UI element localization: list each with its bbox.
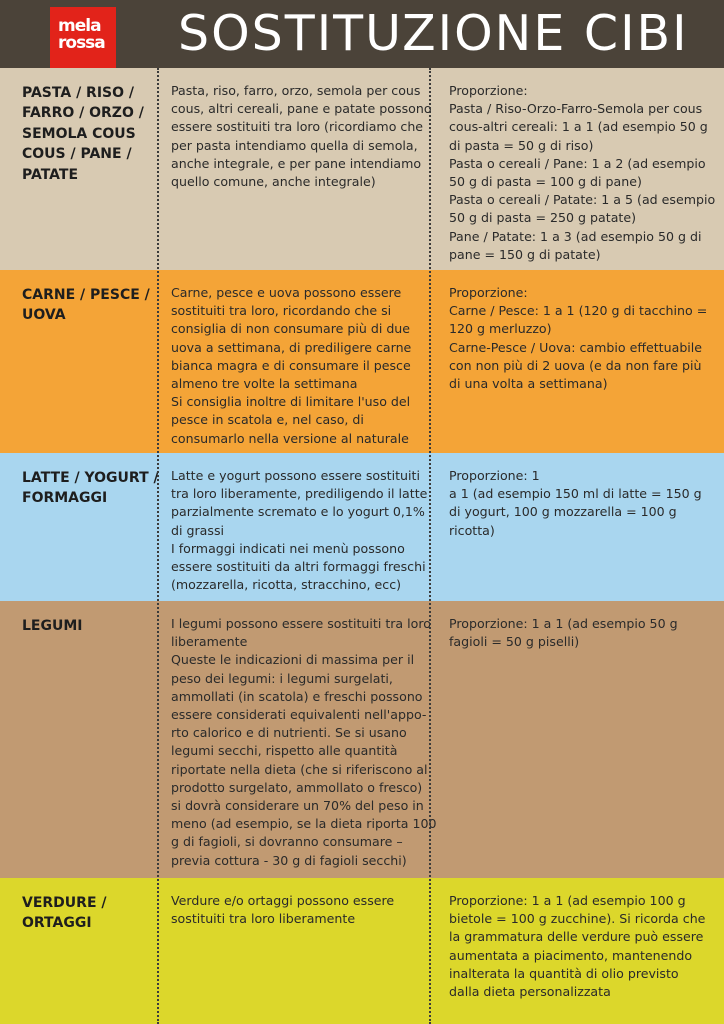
category-cell (22, 601, 152, 878)
text-line: VERDURE / (22, 895, 107, 911)
text-line: cous, altri cereali, pane e patate possono (171, 101, 432, 117)
proportion-cell (449, 453, 709, 601)
text-line: anche integrale, e per pane intendiamo (171, 155, 422, 171)
text-line: Latte e yogurt possono essere sostituiti (171, 468, 420, 483)
text-line: 120 g merluzzo) (449, 321, 552, 337)
text-line: ORTAGGI (22, 915, 92, 932)
text-line: I formaggi indicati nei menù possono (171, 540, 405, 556)
text-line: Queste le indicazioni di massima per il (171, 652, 415, 668)
text-line: essere sostituiti tra loro (ricordiamo che (171, 119, 424, 135)
description-cell (171, 68, 432, 270)
text-line: Pasta / Riso-Orzo-Farro-Semola per cous (449, 101, 703, 117)
text-line: tra loro liberamente, prediligendo il latte (171, 486, 428, 502)
column-divider-1 (157, 68, 159, 1024)
text-line: peso dei legumi: i legumi surgelati, (171, 670, 393, 686)
text-line: FARRO / ORZO / (22, 105, 144, 122)
text-line: Pasta o cereali / Pane: 1 a 2 (ad esempio (449, 155, 706, 171)
category-cell (22, 68, 152, 270)
row-pasta (0, 68, 724, 270)
text-line: 50 g di pasta = 100 g di pane) (449, 174, 642, 190)
text-line: per pasta intendiamo quella di semola, (171, 137, 418, 153)
text-line: fagioli = 50 g piselli) (449, 634, 580, 650)
text-line: sostituiti tra loro, ricordando che si (171, 303, 392, 319)
text-line: inalterata la quantità di olio previsto (449, 965, 679, 981)
text-line: dalla dieta personalizzata (449, 984, 611, 1000)
text-line: sostituiti tra loro liberamente (171, 911, 356, 927)
text-line: Proporzione: (449, 83, 528, 98)
description-cell (171, 878, 426, 1024)
row-carne (0, 270, 724, 453)
text-line: la grammatura delle verdure può essere (449, 929, 704, 945)
page-title: SOSTITUZIONE CIBI (178, 5, 689, 62)
text-line: COUS / PANE / (22, 146, 132, 163)
text-line: bietole = 100 g zucchine). Si ricorda che (449, 911, 706, 927)
text-line: Si consiglia inoltre di limitare l'uso del (171, 394, 411, 410)
text-line: rto calorico e di nutrienti. Se si usano (171, 725, 407, 741)
row-latte (0, 453, 724, 601)
text-line: Proporzione: 1 (449, 468, 540, 483)
text-line: consumarlo nella versione al naturale (171, 430, 409, 446)
category-cell (22, 878, 152, 1024)
text-line: essere considerati equivalenti nell'appo- (171, 707, 427, 723)
text-line: (mozzarella, ricotta, stracchino, ecc) (171, 577, 402, 593)
text-line: Pasta, riso, farro, orzo, semola per cous (171, 83, 421, 98)
text-line: bianca magra e di consumare il pesce (171, 357, 411, 373)
text-line: legumi secchi, rispetto alle quantità (171, 743, 398, 759)
melarossa-logo (50, 7, 116, 71)
text-line: Pane / Patate: 1 a 3 (ad esempio 50 g di (449, 228, 702, 244)
text-line: almeno tre volte la settimana (171, 376, 358, 392)
text-line: di una volta a settimana) (449, 376, 608, 392)
text-line: 50 g di pasta = 250 g patate) (449, 210, 637, 226)
proportion-cell (449, 68, 716, 270)
text-line: riportate nella dieta (che si riferiscono al (171, 761, 428, 777)
proportion-cell (449, 601, 709, 878)
text-line: SEMOLA COUS (22, 125, 136, 142)
text-line: FORMAGGI (22, 490, 108, 507)
text-line: PASTA / RISO / (22, 85, 135, 101)
text-line: Proporzione: (449, 285, 528, 300)
description-cell (171, 270, 426, 453)
description-cell (171, 453, 426, 601)
text-line: a 1 (ad esempio 150 ml di latte = 150 g (449, 486, 702, 502)
category-cell (22, 453, 159, 601)
text-line: di grassi (171, 522, 225, 538)
text-line: Pasta o cereali / Patate: 1 a 5 (ad esempio (449, 192, 716, 208)
category-cell (22, 270, 152, 453)
text-line: Verdure e/o ortaggi possono essere (171, 893, 395, 908)
text-line: prodotto surgelato, ammollato o fresco) (171, 779, 423, 795)
logo-line-1: mela (58, 16, 101, 36)
text-line: UOVA (22, 307, 66, 324)
logo-line-2: rossa (58, 33, 105, 53)
text-line: pesce in scatola e, nel caso, di (171, 412, 364, 428)
text-line: quello comune, anche integrale) (171, 174, 376, 190)
text-line: previa cottura - 30 g di fagioli secchi) (171, 852, 407, 868)
text-line: liberamente (171, 634, 248, 650)
text-line: meno (ad esempio, se la dieta riporta 100 (171, 816, 437, 832)
proportion-cell (449, 878, 709, 1024)
row-verdure (0, 878, 724, 1024)
text-line: uova a settimana, di prediligere carne (171, 339, 412, 355)
text-line: con non più di 2 uova (e da non fare più (449, 357, 702, 373)
row-legumi (0, 601, 724, 878)
text-line: I legumi possono essere sostituiti tra loro (171, 616, 431, 631)
text-line: pane = 150 g di patate) (449, 246, 601, 262)
text-line: aumentata a piacimento, mantenendo (449, 947, 693, 963)
text-line: CARNE / PESCE / (22, 287, 150, 303)
proportion-cell (449, 270, 709, 453)
text-line: LATTE / YOGURT / (22, 470, 159, 486)
text-line: LEGUMI (22, 618, 83, 634)
text-line: Carne-Pesce / Uova: cambio effettuabile (449, 339, 703, 355)
text-line: cous-altri cereali: 1 a 1 (ad esempio 50 g (449, 119, 708, 135)
text-line: ricotta) (449, 522, 495, 538)
text-line: parzialmente scremato e lo yogurt 0,1% (171, 504, 425, 520)
text-line: Proporzione: 1 a 1 (ad esempio 100 g (449, 893, 686, 908)
text-line: Carne / Pesce: 1 a 1 (120 g di tacchino = (449, 303, 708, 319)
text-line: si dovrà considerare un 70% del peso in (171, 798, 424, 814)
column-divider-2 (429, 68, 431, 1024)
description-cell (171, 601, 437, 878)
text-line: di yogurt, 100 g mozzarella = 100 g (449, 504, 677, 520)
text-line: ammollati (in scatola) e freschi possono (171, 688, 423, 704)
text-line: essere sostituiti da altri formaggi freschi (171, 559, 426, 575)
text-line: PATATE (22, 166, 79, 183)
text-line: g di fagioli, si dovranno consumare – (171, 834, 403, 850)
text-line: Carne, pesce e uova possono essere (171, 285, 402, 300)
text-line: di pasta = 50 g di riso) (449, 137, 594, 153)
text-line: Proporzione: 1 a 1 (ad esempio 50 g (449, 616, 678, 631)
text-line: consiglia di non consumare più di due (171, 321, 411, 337)
header-bar (0, 0, 724, 68)
